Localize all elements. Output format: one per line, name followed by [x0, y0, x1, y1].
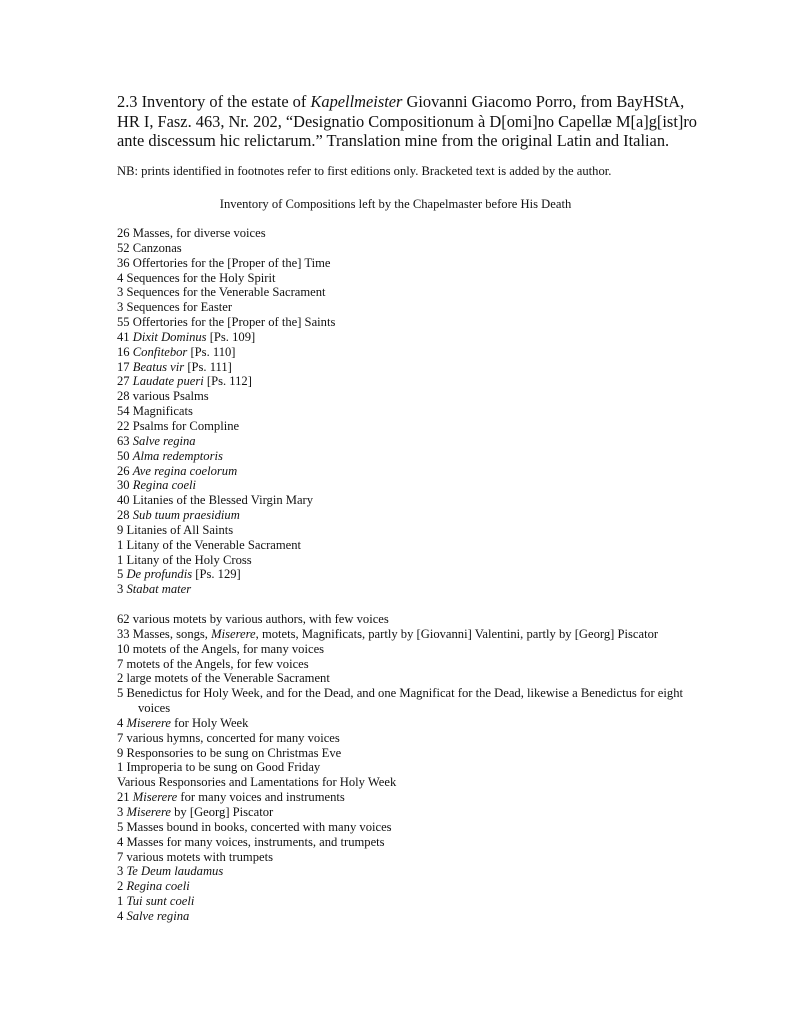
- item-text: 5 Masses bound in books, concerted with many voices: [117, 819, 392, 834]
- inventory-item: [117, 820, 697, 835]
- inventory-item: [117, 271, 697, 286]
- item-text-suffix: by [Georg] Piscator: [170, 804, 274, 819]
- item-text: 4: [117, 908, 127, 923]
- inventory-item: [117, 790, 697, 805]
- inventory-item: [117, 315, 697, 330]
- item-title-italic: Salve regina: [126, 908, 190, 923]
- inventory-item: [117, 760, 697, 775]
- item-text: Various Responsories and Lamentations for Holy Week: [117, 775, 397, 790]
- item-title-italic: Stabat mater: [126, 582, 192, 597]
- item-text-suffix: [Ps. 110]: [187, 344, 236, 359]
- item-text: 7 various motets with trumpets: [117, 849, 274, 864]
- inventory-item: [117, 345, 697, 360]
- item-text: 16: [117, 344, 133, 359]
- inventory-item: [117, 464, 697, 479]
- item-text: 26: [117, 463, 133, 478]
- item-text-suffix: [Ps. 109]: [206, 329, 256, 344]
- inventory-item: [117, 835, 697, 850]
- inventory-item: [117, 434, 697, 449]
- item-text: 28 various Psalms: [117, 389, 209, 404]
- inventory-item: [117, 850, 697, 865]
- inventory-item: [117, 523, 697, 538]
- heading-italic: Kapellmeister: [310, 92, 403, 111]
- item-title-italic: Alma redemptoris: [132, 448, 223, 463]
- inventory-item: [117, 612, 697, 627]
- item-title-italic: Sub tuum praesidium: [132, 508, 240, 523]
- inventory-item: [117, 805, 697, 820]
- inventory-item: [117, 864, 697, 879]
- inventory-item: [117, 389, 697, 404]
- item-text: 28: [117, 508, 133, 523]
- item-text-suffix: [Ps. 129]: [192, 567, 241, 582]
- inventory-item: [117, 657, 697, 672]
- item-title-italic: Salve regina: [132, 433, 196, 448]
- item-title-italic: Beatus vir: [132, 359, 185, 374]
- inventory-item: [117, 478, 697, 493]
- item-text: 2: [117, 879, 127, 894]
- item-text: 1: [117, 894, 127, 909]
- item-text: 7 various hymns, concerted for many voices: [117, 730, 340, 745]
- item-text: 1 Litany of the Holy Cross: [117, 552, 252, 567]
- inventory-item: [117, 627, 697, 642]
- inventory-item: [117, 508, 697, 523]
- inventory-item: [117, 731, 697, 746]
- inventory-list-primary: [117, 226, 697, 597]
- item-text: 7 motets of the Angels, for few voices: [117, 656, 309, 671]
- item-title-italic: Regina coeli: [132, 478, 197, 493]
- item-text: 10 motets of the Angels, for many voices: [117, 641, 325, 656]
- item-text: 3: [117, 582, 127, 597]
- inventory-item: [117, 879, 697, 894]
- item-text: 4 Sequences for the Holy Spirit: [117, 270, 276, 285]
- item-text-suffix: for many voices and instruments: [177, 790, 345, 805]
- item-title-italic: Miserere: [132, 790, 178, 805]
- item-text: 33 Masses, songs,: [117, 626, 212, 641]
- inventory-item: [117, 686, 697, 716]
- inventory-item: [117, 582, 697, 597]
- inventory-item: [117, 567, 697, 582]
- item-text: 40 Litanies of the Blessed Virgin Mary: [117, 493, 314, 508]
- inventory-item: [117, 746, 697, 761]
- item-title-italic: Miserere: [126, 715, 171, 730]
- item-text-suffix: [Ps. 112]: [203, 374, 252, 389]
- item-text: 1 Improperia to be sung on Good Friday: [117, 760, 321, 775]
- inventory-list-secondary: [117, 612, 697, 924]
- inventory-item: [117, 716, 697, 731]
- inventory-item: [117, 671, 697, 686]
- inventory-item: [117, 553, 697, 568]
- item-text: 54 Magnificats: [117, 404, 193, 419]
- inventory-item: [117, 285, 697, 300]
- section-heading: [117, 92, 697, 151]
- item-text: 41: [117, 329, 133, 344]
- inventory-item: [117, 360, 697, 375]
- item-text: 3: [117, 804, 127, 819]
- item-title-italic: Laudate pueri: [132, 374, 204, 389]
- item-text: 2 large motets of the Venerable Sacrament: [117, 671, 330, 686]
- item-text: 55 Offertories for the [Proper of the] Saints: [117, 315, 336, 330]
- item-text: 9 Litanies of All Saints: [117, 522, 234, 537]
- item-text-suffix: [Ps. 111]: [184, 359, 232, 374]
- item-text: 1 Litany of the Venerable Sacrament: [117, 537, 302, 552]
- item-text: 27: [117, 374, 133, 389]
- inventory-item: [117, 419, 697, 434]
- item-text: 3 Sequences for Easter: [117, 300, 233, 315]
- item-text-suffix: , motets, Magnificats, partly by [Giovanni] Valentini, partly by [Georg] Piscator: [255, 626, 659, 641]
- item-text: 63: [117, 433, 133, 448]
- item-text: 4 Masses for many voices, instruments, and trumpets: [117, 834, 385, 849]
- item-text: 3 Sequences for the Venerable Sacrament: [117, 285, 326, 300]
- inventory-title: Inventory of Compositions left by the Chapelmaster before His Death: [219, 197, 572, 211]
- inventory-item: [117, 226, 697, 241]
- item-text: 3: [117, 864, 127, 879]
- item-text: 22 Psalms for Compline: [117, 418, 240, 433]
- item-text: 52 Canzonas: [117, 240, 182, 255]
- item-text-suffix: for Holy Week: [170, 715, 249, 730]
- item-text: 9 Responsories to be sung on Christmas Eve: [117, 745, 342, 760]
- item-title-italic: Miserere: [211, 626, 256, 641]
- inventory-item: [117, 330, 697, 345]
- item-title-italic: Miserere: [126, 804, 171, 819]
- item-title-italic: Tui sunt coeli: [126, 894, 195, 909]
- inventory-item: [117, 642, 697, 657]
- item-title-italic: Te Deum laudamus: [126, 864, 224, 879]
- item-text: 36 Offertories for the [Proper of the] Time: [117, 255, 331, 270]
- item-text: 17: [117, 359, 133, 374]
- item-text: 30: [117, 478, 133, 493]
- editorial-note: NB: prints identified in footnotes refer to first editions only. Bracketed text is added by the author.: [117, 164, 612, 178]
- item-text: 50: [117, 448, 133, 463]
- inventory-item: [117, 449, 697, 464]
- item-text: 21: [117, 790, 133, 805]
- item-title-italic: Dixit Dominus: [132, 329, 207, 344]
- inventory-item: [117, 300, 697, 315]
- inventory-item: [117, 909, 697, 924]
- inventory-item: [117, 493, 697, 508]
- inventory-item: [117, 241, 697, 256]
- inventory-item: [117, 894, 697, 909]
- item-text: 62 various motets by various authors, with few voices: [117, 612, 389, 626]
- heading-suffix: Giovanni Giacomo Porro, from BayHStA, HR I, Fasz. 463, Nr. 202, “Designatio Compositionum à D[omi]no Capellæ M[a]g[ist]ro ante discessum hic relictarum.” Translation mine from the original Latin and Italian.: [117, 92, 697, 150]
- item-text: 4: [117, 715, 127, 730]
- item-text: 5: [117, 567, 127, 582]
- heading-prefix: 2.3 Inventory of the estate of: [117, 92, 311, 111]
- item-title-italic: Regina coeli: [126, 879, 190, 894]
- item-title-italic: Confitebor: [132, 344, 188, 359]
- inventory-item: [117, 538, 697, 553]
- inventory-item: [117, 256, 697, 271]
- inventory-item: [117, 374, 697, 389]
- item-text: 26 Masses, for diverse voices: [117, 226, 266, 240]
- inventory-item: [117, 404, 697, 419]
- item-title-italic: De profundis: [126, 567, 193, 582]
- item-text: 5 Benedictus for Holy Week, and for the Dead, and one Magnificat for the Dead, likewise a Benedictus for eight voices: [117, 686, 683, 716]
- inventory-item: [117, 775, 697, 790]
- item-title-italic: Ave regina coelorum: [132, 463, 238, 478]
